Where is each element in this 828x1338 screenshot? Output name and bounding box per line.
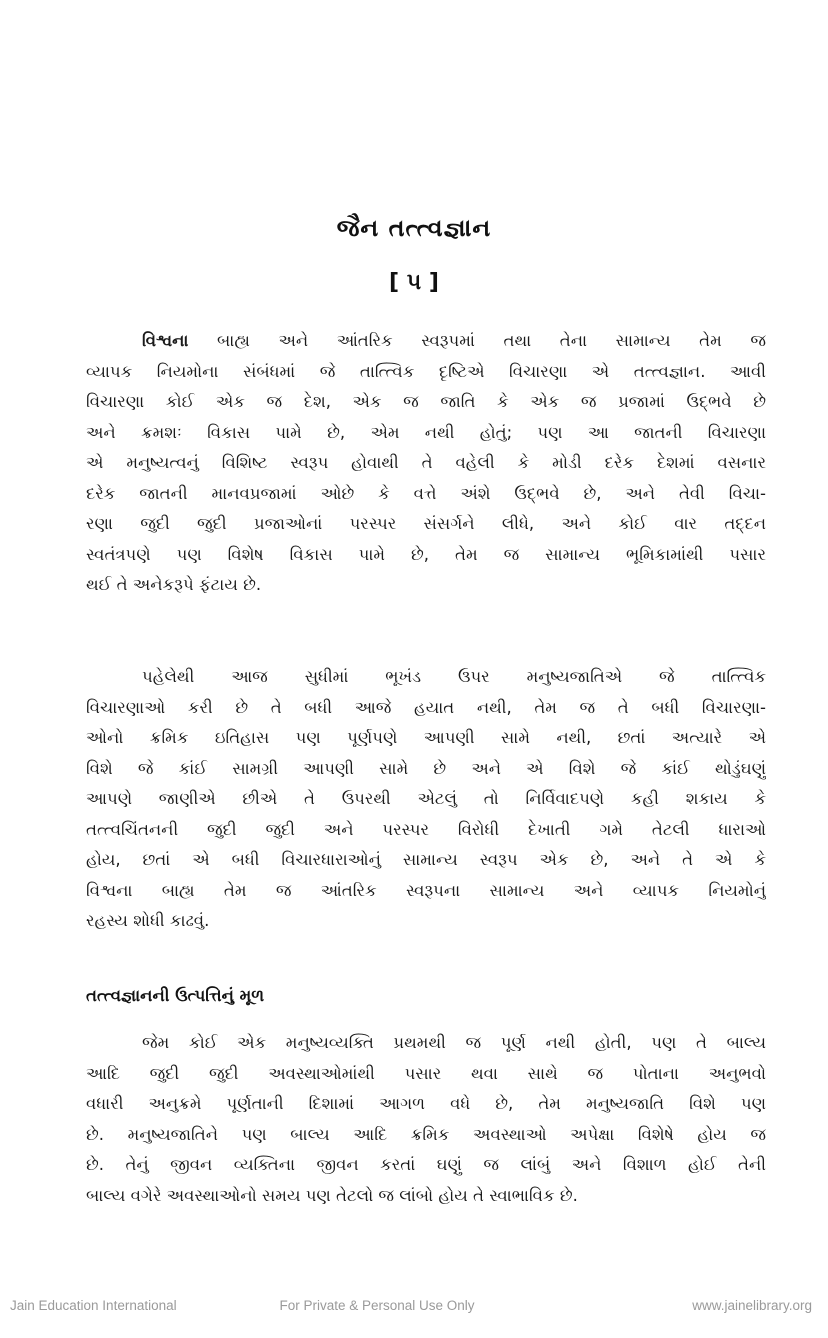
paragraph-line: અને ક્રમશઃ વિકાસ પામે છે, એમ નથી હોતું; પણ આ જાતની વિચારણા bbox=[86, 422, 766, 442]
paragraph-3 bbox=[86, 1028, 766, 1211]
paragraph-line: સ્વતંત્રપણે પણ વિશેષ વિકાસ પામે છે, તેમ જ સામાન્ય ભૂમિકામાંથી પસાર bbox=[86, 544, 766, 564]
page-footer bbox=[0, 1298, 828, 1318]
paragraph-line: રણા જુદી જુદી પ્રજાઓનાં પરસ્પર સંસર્ગને લીધે, અને કોઈ વાર તદ્દન bbox=[86, 514, 766, 533]
paragraph-line: છે. મનુષ્યજાતિને પણ બાલ્ય આદિ ક્રમિક અવસ્થાઓ અપેક્ષા વિશેષે હોય જ bbox=[86, 1124, 766, 1144]
paragraph-line: ઓનો ક્રમિક ઇતિહાસ પણ પૂર્ણપણે આપણી સામે નથી, છતાં અત્યારે એ bbox=[86, 728, 766, 747]
chapter-number: [ ૫ ] bbox=[389, 270, 439, 295]
paragraph-line: જેમ કોઈ એક મનુષ્યવ્યક્તિ પ્રથમથી જ પૂર્ણ નથી હોતી, પણ તે બાલ્ય bbox=[142, 1033, 766, 1052]
section-heading: તત્ત્વજ્ઞાનની ઉત્પત્તિનું મૂળ bbox=[86, 986, 265, 1005]
paragraph-line: તત્ત્વચિંતનની જુદી જુદી અને પરસ્પર વિરોધી દેખાતી ગમે તેટલી ધારાઓ bbox=[86, 819, 766, 839]
paragraph-line: આદિ જુદી જુદી અવસ્થાઓમાંથી પસાર થવા સાથે જ પોતાના અનુભવો bbox=[86, 1063, 766, 1083]
footer-website-link[interactable]: www.jainelibrary.org bbox=[692, 1298, 812, 1313]
paragraph-line: રહસ્ય શોધી કાઢવું. bbox=[86, 911, 210, 930]
footer-usage-notice: For Private & Personal Use Only bbox=[279, 1298, 475, 1313]
paragraph-line: આપણે જાણીએ છીએ તે ઉપરથી એટલું તો નિર્વિવાદપણે કહી શકાય કે bbox=[86, 789, 766, 808]
paragraph-line: થઈ તે અનેકરૂપે ફંટાય છે. bbox=[86, 575, 262, 594]
page-title: જૈન તત્ત્વજ્ઞાન bbox=[336, 214, 492, 242]
paragraph-line: છે. તેનું જીવન વ્યક્તિના જીવન કરતાં ઘણું જ લાંબું અને વિશાળ હોઈ તેની bbox=[86, 1155, 766, 1174]
paragraph-line: વિચારણાઓ કરી છે તે બધી આજે હયાત નથી, તેમ જ તે બધી વિચારણા- bbox=[86, 697, 766, 717]
paragraph-line: વિચારણા કોઈ એક જ દેશ, એક જ જાતિ કે એક જ પ્રજામાં ઉદ્ભવે છે bbox=[86, 392, 766, 411]
paragraph-line: પહેલેથી આજ સુધીમાં ભૂખંડ ઉપર મનુષ્યજાતિએ જે તાત્ત્વિક bbox=[142, 667, 766, 686]
paragraph-line: એ મનુષ્યત્વનું વિશિષ્ટ સ્વરૂપ હોવાથી તે વહેલી કે મોડી દરેક દેશમાં વસનાર bbox=[86, 453, 766, 472]
line-text: બાહ્ય અને આંતરિક સ્વરૂપમાં તથા તેના સામાન્ય તેમ જ bbox=[188, 331, 766, 350]
paragraph-line: વિશ્વના બાહ્ય તેમ જ આંતરિક સ્વરૂપના સામાન્ય અને વ્યાપક નિયમોનું bbox=[86, 880, 766, 900]
lead-bold-word: વિશ્વના bbox=[142, 331, 189, 350]
paragraph-line: બાલ્ય વગેરે અવસ્થાઓનો સમય પણ તેટલો જ લાંબો હોય તે સ્વાભાવિક છે. bbox=[86, 1185, 578, 1205]
paragraph-line: વ્યાપક નિયમોના સંબંધમાં જે તાત્ત્વિક દૃષ્ટિએ વિચારણા એ તત્ત્વજ્ઞાન. આવી bbox=[86, 361, 766, 381]
paragraph-2 bbox=[86, 662, 766, 937]
paragraph-line bbox=[86, 326, 766, 357]
paragraph-line: વિશે જે કાંઈ સામગ્રી આપણી સામે છે અને એ વિશે જે કાંઈ થોડુંઘણું bbox=[86, 758, 766, 778]
paragraph-line: દરેક જાતની માનવપ્રજામાં ઓછે કે વત્તે અંશે ઉદ્ભવે છે, અને તેવી વિચા- bbox=[86, 483, 766, 503]
paragraph-1 bbox=[86, 326, 766, 601]
paragraph-line: વધારી અનુક્રમે પૂર્ણતાની દિશામાં આગળ વધે છે, તેમ મનુષ્યજાતિ વિશે પણ bbox=[86, 1094, 766, 1113]
paragraph-line: હોય, છતાં એ બધી વિચારધારાઓનું સામાન્ય સ્વરૂપ એક છે, અને તે એ કે bbox=[86, 850, 766, 869]
footer-publisher: Jain Education International bbox=[10, 1298, 177, 1313]
